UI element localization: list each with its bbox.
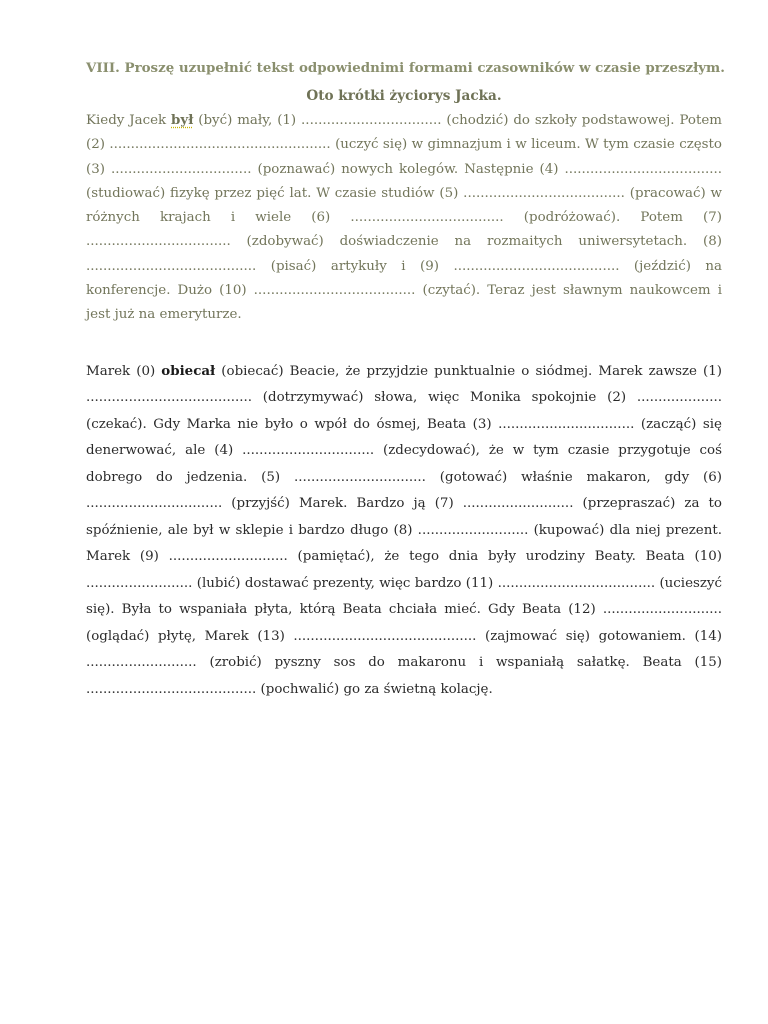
exercise-heading: VIII. Proszę uzupełnić tekst odpowiednimi formami czasowników w czasie przeszłym.	[86, 60, 725, 76]
text-jacek-paragraph	[86, 108, 722, 328]
marek-text-rest: (obiecać) Beacie, że przyjdzie punktualnie o siódmej. Marek zawsze (1) ....................................... (dotrzymywać) słowa, więc Monika spokojnie (2) .................... (czekać). Gdy Marka nie było o wpół do ósmej, Beata (3) ................................ (zacząć) się denerwować, ale (4) ............................... (zdecydować), że w tym czasie przygotuje coś dobrego do jedzenia. (5) ............................... (gotować) właśnie makaron, gdy (6) ................................ (przyjść) Marek. Bardzo ją (7) .......................... (przepraszać) za to spóźnienie, ale był w sklepie i bardzo długo (8) .......................... (kupować) dla niej prezent. Marek (9) ............................ (pamiętać), że tego dnia były urodziny Beaty. Beata (10) ......................... (lubić) dostawać prezenty, więc bardzo (11) ..................................... (ucieszyć się). Była to wspaniała płyta, którą Beata chciała mieć. Gdy Beata (12) ............................ (oglądać) płytę, Marek (13) ........................................... (zajmować się) gotowaniem. (14) .......................... (zrobić) pyszny sos do makaronu i wspaniałą sałatkę. Beata (15) ........................................ (pochwalić) go za świetną kolację.	[86, 363, 722, 697]
exercise-subtitle: Oto krótki życiorys Jacka.	[306, 88, 502, 104]
worksheet-page	[86, 58, 725, 703]
text-marek-paragraph	[86, 358, 722, 704]
jacek-text-rest: (być) mały, (1) ................................. (chodzić) do szkoły podstawowej. Potem (2) .................................................... (uczyć się) w gimnazjum i w liceum. W tym czasie często (3) ................................. (poznawać) nowych kolegów. Następnie (4) ..................................... (studiować) fizykę przez pięć lat. W czasie studiów (5) ...................................... (pracować) w różnych krajach i wiele (6) .................................... (podróżować). Potem (7) .................................. (zdobywać) doświadczenie na rozmaitych uniwersytetach. (8) ........................................ (pisać) artykuły i (9) ....................................... (jeździć) na konferencje. Dużo (10) ...................................... (czytać). Teraz jest sławnym naukowcem i jest już na emeryturze.	[86, 113, 722, 323]
jacek-text-start: Kiedy Jacek	[86, 113, 172, 128]
jacek-example-answer: był	[171, 112, 194, 128]
marek-example-answer: obiecał	[161, 362, 216, 379]
marek-text-start: Marek (0)	[86, 363, 162, 379]
